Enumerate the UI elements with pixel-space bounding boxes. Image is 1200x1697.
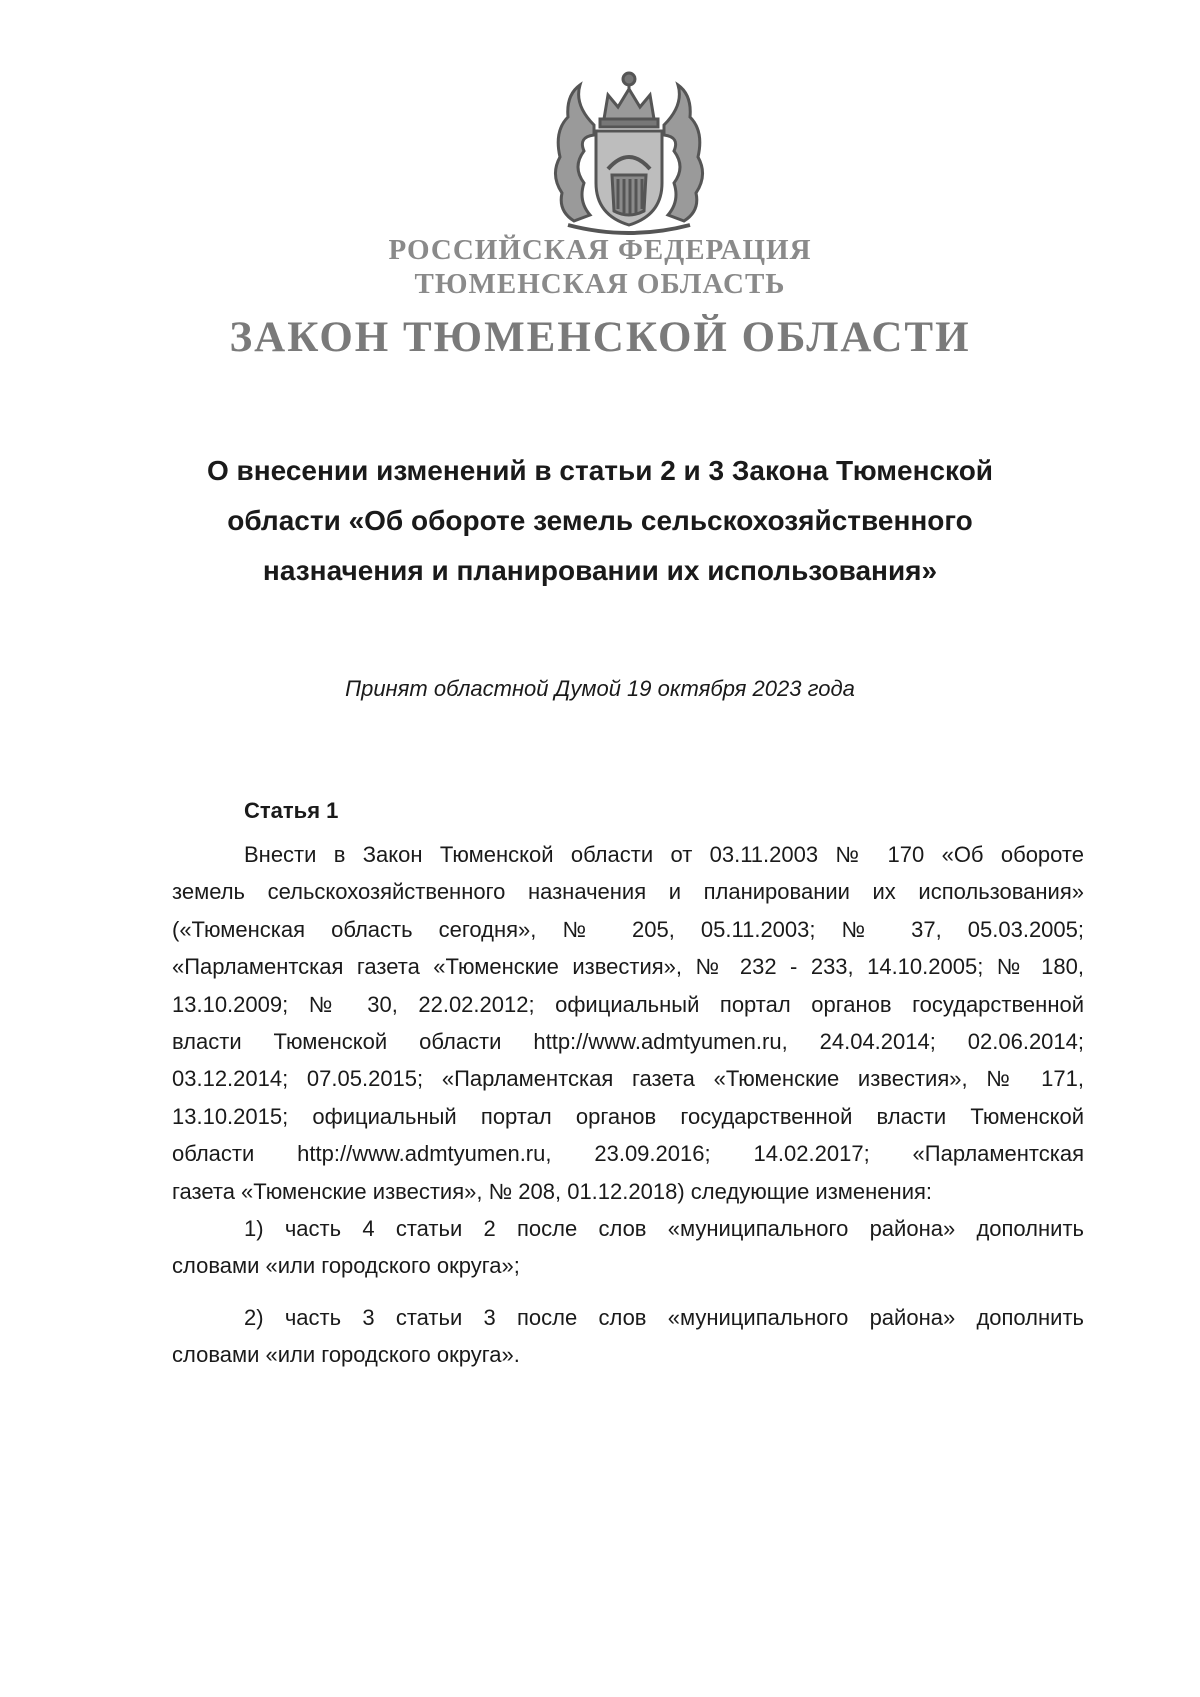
body-line: 03.12.2014; 07.05.2015; «Парламентская газета «Тюменские известия», № 171,: [172, 1066, 1084, 1092]
body-line: власти Тюменской области http://www.admtyumen.ru, 24.04.2014; 02.06.2014;: [172, 1028, 1084, 1054]
body-line: 13.10.2015; официальный портал органов государственной власти Тюменской: [172, 1103, 1084, 1129]
item-2-line: 2) часть 3 статьи 3 после слов «муниципального района» дополнить: [244, 1304, 1084, 1330]
body-line: Внести в Закон Тюменской области от 03.11.2003 № 170 «Об обороте: [244, 842, 1084, 867]
title-line: назначения и планировании их использования»: [262, 555, 938, 586]
document-title: [150, 446, 1050, 596]
header-region: ТЮМЕНСКАЯ ОБЛАСТЬ: [414, 268, 786, 300]
body-line: («Тюменская область сегодня», № 205, 05.11.2003; № 37, 05.03.2005;: [172, 916, 1084, 942]
body-line: 13.10.2009; № 30, 22.02.2012; официальный портал органов государственной: [172, 991, 1084, 1017]
body-line: области http://www.admtyumen.ru, 23.09.2016; 14.02.2017; «Парламентская: [172, 1141, 1084, 1167]
article-heading: Статья 1: [244, 798, 339, 823]
item-1-line: словами «или городского округа»;: [172, 1253, 520, 1279]
body-line: газета «Тюменские известия», № 208, 01.12.2018) следующие изменения:: [172, 1178, 933, 1204]
body-line: «Парламентская газета «Тюменские известия», № 232 - 233, 14.10.2005; № 180,: [172, 954, 1084, 980]
item-2-line: словами «или городского округа».: [172, 1342, 520, 1368]
item-1-line: 1) часть 4 статьи 2 после слов «муниципального района» дополнить: [244, 1215, 1084, 1241]
body-line: земель сельскохозяйственного назначения и планировании их использования»: [172, 879, 1084, 905]
adoption-note: Принят областной Думой 19 октября 2023 года: [345, 676, 855, 701]
article-body: [172, 836, 1084, 1373]
paragraph-gap: [172, 1285, 1084, 1299]
header-federation: РОССИЙСКАЯ ФЕДЕРАЦИЯ: [388, 234, 812, 266]
title-line: области «Об обороте земель сельскохозяйственного: [227, 505, 973, 536]
header-law-type: ЗАКОН ТЮМЕНСКОЙ ОБЛАСТИ: [229, 314, 971, 361]
title-line: О внесении изменений в статьи 2 и 3 Закона Тюменской: [206, 455, 994, 486]
tyumen-coat-of-arms-icon: [538, 65, 720, 235]
